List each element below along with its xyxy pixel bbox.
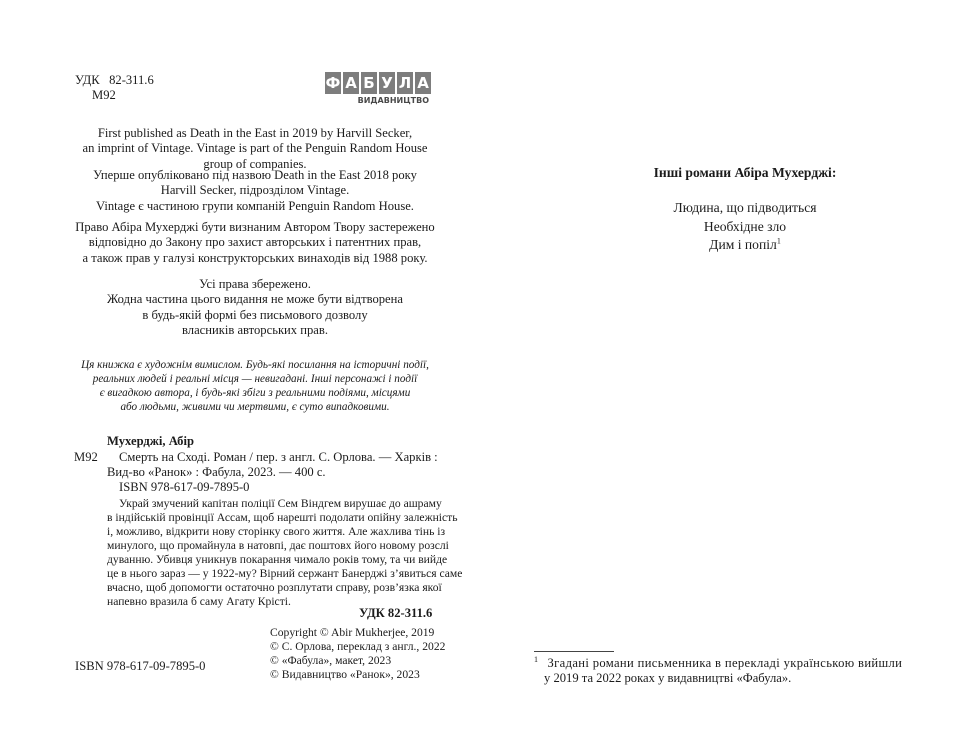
logo-letter: У [379,72,395,94]
text-line: це в нього зараз — у 1922-му? Вірний сержант Банерджі з’явиться саме [107,567,463,580]
text-line: реальних людей і реальні місця — невигадані. Інші персонажі і події [92,372,418,385]
udk-bottom: УДК 82-311.6 [359,606,433,620]
text-line: Vintage є частиною групи компаній Penguin Random House. [96,198,414,213]
text-line: минулого, що промайнула в натовпі, дає поштовх його новому розслі [107,539,449,552]
novel-title: Людина, що підводиться [673,200,817,215]
text-line: власників авторських прав. [182,323,328,338]
footnote-text: Згадані романи письменника в перекладі українською вийшли [547,656,903,670]
logo-letter: Л [398,74,412,92]
first-published-en [60,126,450,172]
first-published-uk [60,168,450,214]
text-line: а також прав у галузі конструкторських винаходів від 1988 року. [82,250,428,265]
text-line: © «Фабула», макет, 2023 [270,654,392,667]
text-line: або людьми, живими чи мертвими, є суто випадковими. [120,400,390,413]
catalog-mark: М92 [74,450,98,464]
text-line: group of companies. [203,156,307,171]
footnote-number: 1 [534,654,538,664]
logo-letter: А [343,72,359,94]
text-line: напевно вразила б саму Агату Крісті. [107,595,291,608]
copyright-block [270,626,445,682]
catalog-annotation [107,497,463,609]
author-rights [50,220,460,266]
author-mark: М92 [92,88,116,103]
text-line: Жодна частина цього видання не може бути відтворена [107,292,403,307]
catalog-isbn: ISBN 978-617-09-7895-0 [119,480,250,494]
text-line: © Видавництво «Ранок», 2023 [270,668,420,681]
footnote [534,656,910,687]
logo-letter: А [415,72,431,94]
text-line: є вигадкою автора, і будь-які збіги з реальними подіями, місцями [99,386,411,399]
text-line: Украй змучений капітан поліції Сем Віндгем вирушає до ашраму [119,497,442,510]
text-line: в будь-якій формі без письмового дозволу [142,307,368,322]
other-novels-heading: Інші романи Абіра Мухерджі: [653,165,837,180]
udk-code: 82-311.6 [109,73,154,87]
isbn-bottom: ISBN 978-617-09-7895-0 [75,659,206,673]
text-line: Ця книжка є художнім вимислом. Будь-які посилання на історичні події, [81,359,429,371]
footnote-ref: 1 [776,236,781,246]
novels-list [585,199,905,255]
logo-subtitle: ВИДАВНИЦТВО [357,96,429,105]
novel-title: Дим і попіл [709,237,777,252]
text-line: Уперше опубліковано під назвою Death in the East 2018 року [93,168,417,182]
text-line: Copyright © Abir Mukherjee, 2019 [270,626,435,639]
text-line: First published as Death in the East in 2019 by Harvill Secker, [97,126,413,140]
text-line: Усі права збережено. [199,277,311,291]
publisher-logo [325,72,431,105]
text-line: дуванню. Убивця уникнув покарання чимало років тому, та чи вийде [107,553,448,566]
footnote-rule [534,651,614,652]
text-line: в індійській провінції Ассам, щоб нарешті подолати опійну залежність [107,511,458,524]
right-page [485,0,970,746]
catalog-author: Мухерджі, Абір [107,434,194,448]
udk-label: УДК [75,73,100,87]
all-rights-reserved [60,277,450,339]
novel-title: Необхідне зло [703,218,787,234]
text-line: і, можливо, відкрити нову сторінку свого життя. Але жахлива тінь із [107,525,446,538]
logo-letter: Б [361,72,377,94]
text-line: вчасно, щоб допомогти остаточно розплутати справу, розв’язка якої [107,581,442,594]
logo-letter: Ф [325,74,341,92]
catalog-title-line: Смерть на Сході. Роман / пер. з англ. С. Орлова. — Харків : [119,450,438,464]
text-line: Право Абіра Мухерджі бути визнаним Автором Твору застережено [75,220,435,234]
footnote-text: у 2019 та 2022 роках у видавництві «Фабула». [544,671,792,686]
fiction-disclaimer [60,359,450,415]
catalog-title-line: Вид-во «Ранок» : Фабула, 2023. — 400 с. [107,465,326,479]
text-line: Harvill Secker, підрозділом Vintage. [160,183,350,198]
udk-block [75,73,154,104]
novel-title-with-note [585,236,905,255]
text-line: відповідно до Закону про захист авторських і патентних прав, [88,235,422,250]
text-line: an imprint of Vintage. Vintage is part of the Penguin Random House [82,141,428,156]
text-line: © С. Орлова, переклад з англ., 2022 [270,640,446,653]
